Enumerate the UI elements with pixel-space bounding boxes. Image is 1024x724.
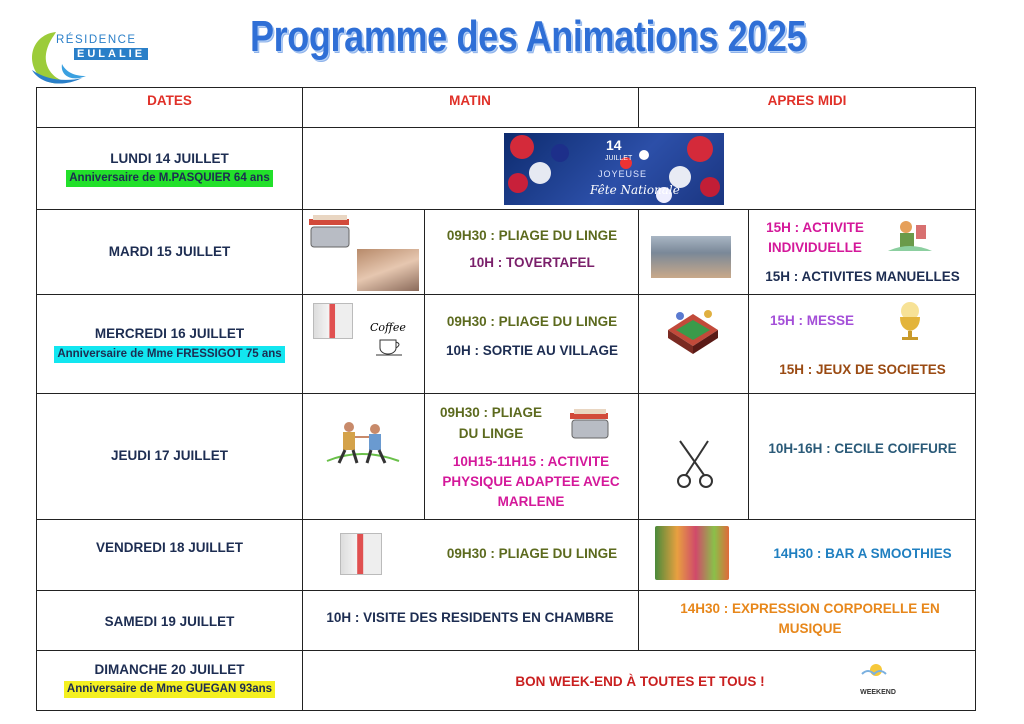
day-monday [37, 127, 302, 209]
folded-linen-icon [340, 533, 382, 575]
day-wednesday [37, 294, 302, 393]
thu-morning-2: 10H15-11H15 : ACTIVITE PHYSIQUE ADAPTEE AVEC MARLENE [442, 453, 620, 510]
banner-month: JUILLET [605, 155, 633, 162]
board-game-icon [664, 306, 722, 358]
laundry-basket-icon [566, 408, 616, 442]
wed-morning-2: 10H : SORTIE AU VILLAGE [445, 343, 619, 359]
residence-logo [26, 24, 146, 88]
logo-line1: RÉSIDENCE [56, 34, 137, 46]
wed-afternoon-2: 15H : JEUX DE SOCIETES [779, 362, 946, 378]
hands-photo [357, 249, 419, 291]
banner-joyeuse: JOYEUSE [598, 169, 648, 179]
day-friday: VENDREDI 18 JUILLET [95, 540, 244, 556]
fete-nationale-banner [504, 133, 724, 205]
coffee-text: Coffee [370, 321, 406, 334]
day-saturday: SAMEDI 19 JUILLET [104, 614, 235, 630]
fri-morning-1: 09H30 : PLIAGE DU LINGE [446, 546, 618, 562]
thu-afternoon-1: 10H-16H : CECILE COIFFURE [768, 441, 957, 457]
wed-afternoon-1: 15H : MESSE [769, 313, 855, 329]
day-label: DIMANCHE 20 JUILLET [94, 661, 245, 677]
birthday-note: Anniversaire de Mme FRESSIGOT 75 ans [54, 346, 284, 363]
day-label: MERCREDI 16 JUILLET [94, 326, 245, 342]
tue-morning-2: 10H : TOVERTAFEL [469, 255, 595, 271]
birthday-note: Anniversaire de M.PASQUIER 64 ans [66, 170, 272, 187]
smoothies-photo [655, 526, 729, 580]
header-dates: DATES [147, 93, 192, 109]
laundry-basket-icon [305, 213, 357, 251]
chalice-icon [888, 299, 932, 345]
sat-afternoon-1: 14H30 : EXPRESSION CORPORELLE EN MUSIQUE [680, 600, 940, 636]
tue-afternoon-2: 15H : ACTIVITES MANUELLES [765, 269, 960, 285]
header-apres-midi: APRES MIDI [767, 93, 847, 109]
banner-day: 14 [606, 137, 622, 153]
sat-morning-1: 10H : VISITE DES RESIDENTS EN CHAMBRE [326, 610, 614, 626]
tue-afternoon-1: 15H : ACTIVITE INDIVIDUELLE [766, 219, 864, 255]
dancing-couple-icon [321, 417, 403, 477]
wed-morning-1: 09H30 : PLIAGE DU LINGE [446, 314, 618, 330]
day-label: LUNDI 14 JUILLET [110, 150, 229, 166]
birthday-note: Anniversaire de Mme GUEGAN 93ans [64, 681, 275, 698]
thu-morning-1: 09H30 : PLIAGE DU LINGE [439, 405, 543, 441]
folded-linen-icon [313, 303, 353, 339]
page-title: Programme des Animations 2025 [250, 12, 807, 61]
day-tuesday: MARDI 15 JUILLET [108, 243, 231, 259]
scissors-icon [672, 435, 718, 493]
weekend-message: BON WEEK-END À TOUTES ET TOUS ! [515, 674, 765, 690]
fri-afternoon-1: 14H30 : BAR A SMOOTHIES [773, 546, 952, 562]
tue-morning-1: 09H30 : PLIAGE DU LINGE [446, 228, 618, 244]
banner-fete: Fête Nationale [590, 183, 680, 197]
day-sunday [37, 652, 302, 706]
header-matin: MATIN [449, 93, 491, 109]
day-thursday: JEUDI 17 JUILLET [110, 448, 229, 464]
weekend-icon [856, 660, 900, 700]
residents-photo [651, 236, 731, 278]
weekend-badge-text: WEEKEND [860, 689, 896, 696]
coffee-icon [370, 321, 410, 361]
painting-person-icon [886, 217, 934, 255]
logo-line2: EULALIE [74, 48, 148, 60]
